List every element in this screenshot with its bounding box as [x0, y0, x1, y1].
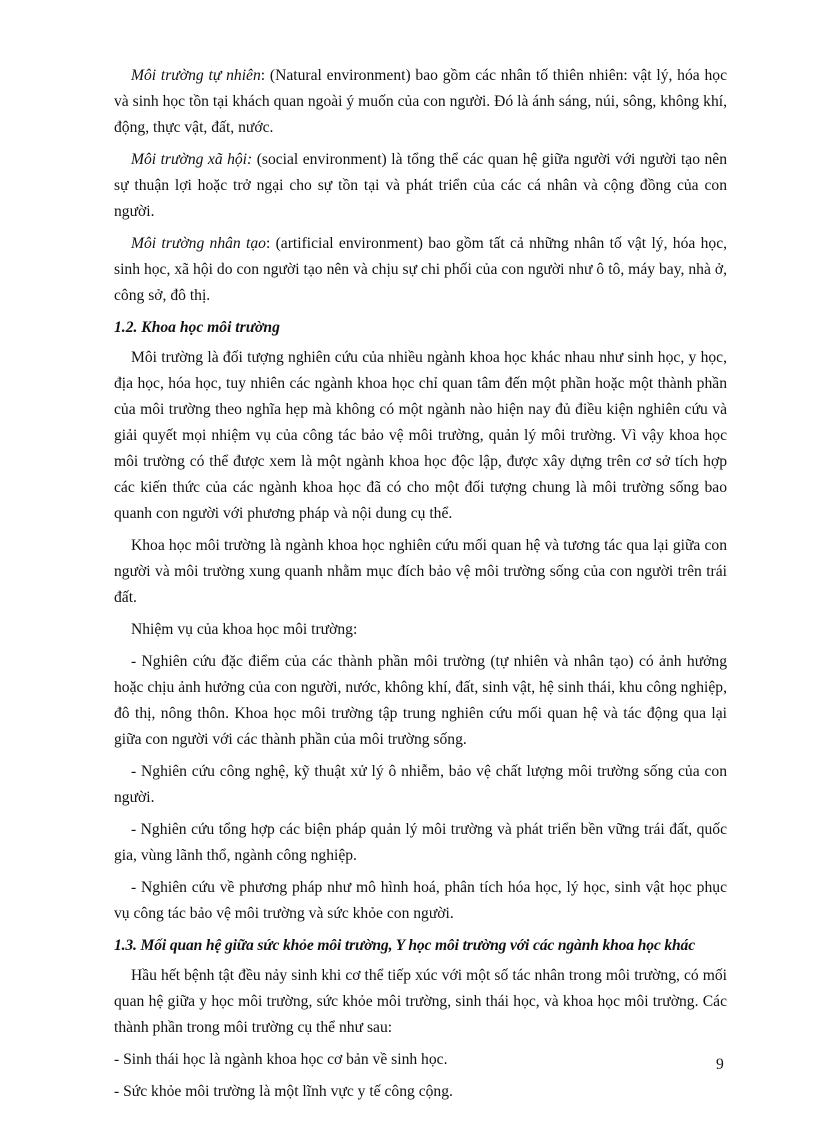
definition-social-environment: [114, 147, 727, 225]
definition-text: (artificial environment) bao gồm tất cả những nhân tố vật lý, hóa học, sinh học, xã hội do con người tạo nên và chịu sự chi phối của con người như ô tô, máy bay, nhà ở, công sở, đô thị.: [114, 235, 728, 304]
definition-text: (Natural environment) bao gồm các nhân tố thiên nhiên: vật lý, hóa học và sinh học tồn tại khách quan ngoài ý muốn của con người. Đó là ánh sáng, núi, sông, không khí, động, thực vật, đất, nước.: [114, 67, 727, 136]
section-heading-1-2: 1.2. Khoa học môi trường: [114, 319, 280, 336]
definition-text: (social environment) là tổng thể các quan hệ giữa người với người tạo nên sự thuận lợi hoặc trở ngại cho sự tồn tại và phát triển của các cá nhân và cộng đồng của con người.: [114, 151, 727, 220]
definition-term: Môi trường xã hội:: [131, 151, 253, 168]
definition-term: Môi trường nhân tạo: [131, 235, 266, 252]
task-item: - Nghiên cứu đặc điểm của các thành phần môi trường (tự nhiên và nhân tạo) có ảnh hưởng hoặc chịu ảnh hưởng của con người, nước, không khí, đất, sinh vật, hệ sinh thái, khu công nghiệp, đô thị, nông thôn. Khoa học môi trường tập trung nghiên cứu mối quan hệ và tác động qua lại giữa con người với các thành phần của môi trường sống.: [114, 653, 727, 748]
paragraph: Khoa học môi trường là ngành khoa học nghiên cứu mối quan hệ và tương tác qua lại giữa con người và môi trường xung quanh nhằm mục đích bảo vệ môi trường sống của con người trên trái đất.: [114, 537, 727, 606]
paragraph: Hầu hết bệnh tật đều nảy sinh khi cơ thể tiếp xúc với một số tác nhân trong môi trường, có mối quan hệ giữa y học môi trường, sức khỏe môi trường, sinh thái học, và khoa học môi trường. Các thành phần trong môi trường cụ thể như sau:: [114, 967, 727, 1036]
page-number: 9: [716, 1056, 724, 1073]
definition-artificial-environment: Môi trường nhân tạo: (artificial environment) bao gồm tất cả những nhân tố vật lý, hóa học, sinh học, xã hội do con người tạo nên và chịu sự chi phối của con người như ô tô, máy bay, nhà ở, công sở, đô thị.: [114, 235, 728, 304]
paragraph: Nhiệm vụ của khoa học môi trường:: [131, 621, 358, 638]
paragraph: Môi trường là đối tượng nghiên cứu của nhiều ngành khoa học khác nhau như sinh học, y học, địa học, hóa học, tuy nhiên các ngành khoa học chỉ quan tâm đến một phần hoặc một thành phần của môi trường theo nghĩa hẹp mà không có một ngành nào hiện nay đủ điều kiện nghiên cứu và giải quyết mọi nhiệm vụ của công tác bảo vệ môi trường, quản lý môi trường. Vì vậy khoa học môi trường có thể được xem là một ngành khoa học độc lập, được xây dựng trên cơ sở tích hợp các kiến thức của các ngành khoa học đã có cho một đối tượng chung là môi trường sống bao quanh con người với phương pháp và nội dung cụ thể.: [114, 349, 727, 522]
task-item: - Nghiên cứu tổng hợp các biện pháp quản lý môi trường và phát triển bền vững trái đất, quốc gia, vùng lãnh thổ, ngành công nghiệp.: [114, 821, 727, 864]
section-heading-1-3: 1.3. Mối quan hệ giữa sức khỏe môi trường, Y học môi trường với các ngành khoa học khác: [114, 937, 695, 954]
list-item: - Sức khỏe môi trường là một lĩnh vực y tế công cộng.: [114, 1083, 453, 1100]
task-item: - Nghiên cứu về phương pháp như mô hình hoá, phân tích hóa học, lý học, sinh vật học phục vụ công tác bảo vệ môi trường và sức khỏe con người.: [114, 879, 727, 922]
list-item: - Sinh thái học là ngành khoa học cơ bản về sinh học.: [114, 1051, 448, 1068]
task-item: - Nghiên cứu công nghệ, kỹ thuật xử lý ô nhiễm, bảo vệ chất lượng môi trường sống của con người.: [114, 763, 727, 806]
definition-natural-environment: Môi trường tự nhiên: (Natural environment) bao gồm các nhân tố thiên nhiên: vật lý, hóa học và sinh học tồn tại khách quan ngoài ý muốn của con người. Đó là ánh sáng, núi, sông, không khí, động, thực vật, đất, nước.: [114, 67, 727, 136]
document-page: [114, 63, 727, 1111]
definition-term: Môi trường tự nhiên: [131, 67, 261, 84]
